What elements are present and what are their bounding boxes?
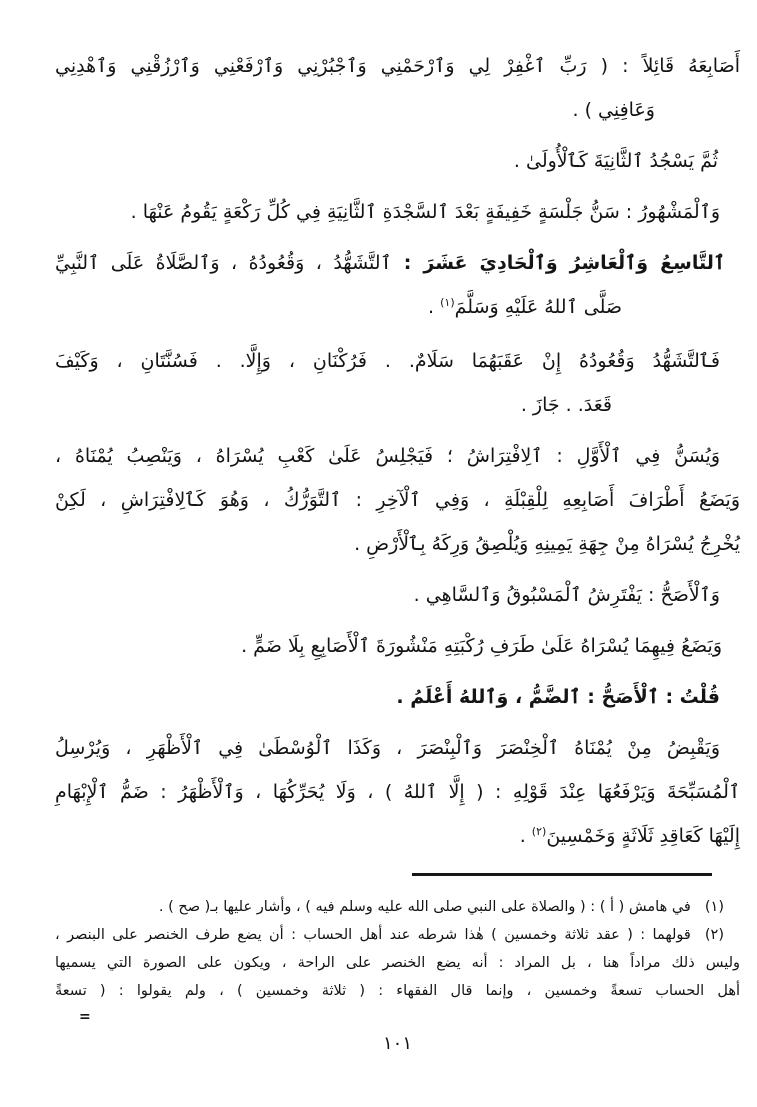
footnote-item bbox=[55, 921, 740, 1005]
text-segment: وَٱلْمَشْهُورُ : سَنُّ جَلْسَةٍ خَفِيفَةٍ بَعْدَ ٱلسَّجْدَةِ ٱلثَّانِيَةِ فِي كُلِّ رَكْعَةٍ يَقُومُ عَنْهَا . bbox=[130, 201, 720, 223]
text-line bbox=[55, 434, 740, 478]
text-segment: وَيَقْبِضُ مِنْ يُمْنَاهُ ٱلْخِنْصَرَ وَٱلْبِنْصَرَ ، وَكَذَا ٱلْوُسْطَىٰ فِي ٱلْأَظْهَرِ ، وَيُرْسِلُ bbox=[55, 737, 720, 759]
text-line bbox=[55, 339, 740, 383]
footnotes bbox=[55, 893, 740, 1005]
footnote-line bbox=[55, 977, 740, 1005]
text-segment: إِلَيْهَا كَعَاقِدِ ثَلَاثَةٍ وَخَمْسِينَ bbox=[546, 825, 740, 847]
body-paragraph bbox=[55, 434, 740, 566]
page-number: ١٠١ bbox=[382, 1032, 412, 1054]
text-segment: في هامش ( أ ) : ( والصلاة على النبي صلى الله عليه وسلم فيه ) ، وأشار عليها بـ( صح ) . bbox=[158, 898, 691, 915]
footnote-ref: (١) bbox=[440, 296, 455, 309]
text-segment: وَيَضَعُ أَطْرَافَ أَصَابِعِهِ لِلْقِبْلَةِ ، وَفِي ٱلْآخِرِ : ٱلتَّوَرُّكُ ، وَهُوَ كَٱلِافْتِرَاشِ ، لَكِنْ bbox=[55, 489, 740, 511]
body-paragraph bbox=[55, 624, 740, 668]
footnote-number: (١) bbox=[704, 898, 724, 915]
text-segment: قَعَدَ. . جَازَ . bbox=[520, 394, 612, 416]
text-line bbox=[55, 770, 740, 814]
text-line bbox=[55, 285, 740, 332]
footnote-number: (٢) bbox=[704, 926, 724, 943]
footnote-line bbox=[55, 893, 740, 921]
body-paragraph bbox=[55, 44, 740, 132]
text-segment: قولهما : ( عقد ثلاثة وخمسين ) هٰذا شرطه عند أهل الحساب : أن يضع طرف الخنصر على البنصر ، bbox=[55, 926, 691, 943]
body-paragraph bbox=[55, 339, 740, 427]
text-segment: ثُمَّ يَسْجُدُ ٱلثَّانِيَةَ كَٱلْأُولَىٰ . bbox=[513, 150, 718, 172]
text-line bbox=[55, 675, 740, 719]
text-segment: أَصَابِعَهُ قَائِلاً : ( رَبِّ ٱغْفِرْ لِي وَٱرْحَمْنِي وَٱجْبُرْنِي وَٱرْفَعْنِي وَٱرْزُقْنِي وَٱهْدِنِي bbox=[55, 55, 740, 77]
text-segment: . bbox=[428, 296, 441, 318]
body-text bbox=[55, 44, 740, 861]
text-line bbox=[55, 624, 740, 668]
text-line bbox=[55, 726, 740, 770]
text-segment: وَٱلْأَصَحُّ : يَفْتَرِشُ ٱلْمَسْبُوقُ وَٱلسَّاهِي . bbox=[413, 584, 720, 606]
footnote-item bbox=[55, 893, 740, 921]
body-paragraph bbox=[55, 139, 740, 183]
text-segment: ٱلتَّشَهُّدُ ، وَقُعُودُهُ ، وَٱلصَّلَاةُ عَلَى ٱلنَّبِيِّ bbox=[55, 252, 392, 274]
text-line bbox=[55, 383, 740, 427]
footnote-ref: (٢) bbox=[531, 825, 547, 838]
text-segment: فَٱلتَّشَهُّدُ وَقُعُودُهُ إِنْ عَقَبَهُمَا سَلَامٌ. . فَرُكْنَانِ ، وَإِلَّا. . فَسُنَّتَانِ ، وَكَيْفَ bbox=[55, 350, 720, 372]
text-segment: ٱلتَّاسِعُ وَٱلْعَاشِرُ وَٱلْحَادِيَ عَشَرَ : bbox=[391, 252, 725, 274]
text-line bbox=[55, 44, 740, 88]
footnote-continuation-mark: = bbox=[79, 1008, 91, 1025]
text-segment: يُخْرِجُ يُسْرَاهُ مِنْ جِهَةِ يَمِينِهِ وَيُلْصِقُ وَرِكَهُ بِٱلْأَرْضِ . bbox=[354, 533, 740, 555]
body-paragraph bbox=[55, 675, 740, 719]
text-segment: وليس ذلك مراداً هنا ، بل المراد : أنه يضع الخنصر على الراحة ، ويكون على الصورة التي يسميها bbox=[55, 954, 740, 971]
text-line bbox=[55, 522, 740, 566]
text-segment: وَعَافِنِي ) . bbox=[572, 99, 655, 121]
text-line bbox=[55, 573, 740, 617]
text-line bbox=[55, 88, 740, 132]
body-paragraph bbox=[55, 726, 740, 861]
text-line bbox=[55, 190, 740, 234]
text-segment: ٱلْمُسَبِّحَةَ وَيَرْفَعُهَا عِنْدَ قَوْلِهِ : ( إِلَّا ٱللهُ ) ، وَلَا يُحَرِّكُهَا ، وَٱلْأَظْهَرُ : ضَمُّ ٱلْإِبْهَامِ bbox=[55, 781, 740, 803]
body-paragraph bbox=[55, 190, 740, 234]
text-segment: وَيَضَعُ فِيهِمَا يُسْرَاهُ عَلَىٰ طَرَفِ رُكْبَتِهِ مَنْشُورَةَ ٱلْأَصَابِعِ بِلَا ضَمٍّ . bbox=[241, 635, 722, 657]
footnote-line bbox=[55, 949, 740, 977]
text-line bbox=[55, 478, 740, 522]
body-paragraph bbox=[55, 241, 740, 332]
text-segment: قُلْتُ : ٱلْأَصَحُّ : ٱلضَّمُّ ، وَٱللهُ أَعْلَمُ . bbox=[396, 686, 720, 708]
text-line bbox=[55, 139, 740, 183]
text-segment: وَيُسَنُّ فِي ٱلْأَوَّلِ : ٱلِافْتِرَاشُ ؛ فَيَجْلِسُ عَلَىٰ كَعْبِ يُسْرَاهُ ، وَيَنْصِبُ يُمْنَاهُ ، bbox=[55, 445, 720, 467]
body-paragraph bbox=[55, 573, 740, 617]
footnote-line bbox=[55, 921, 740, 949]
footnote-separator bbox=[412, 873, 712, 876]
text-line bbox=[55, 241, 740, 285]
text-segment: صَلَّى ٱللهُ عَلَيْهِ وَسَلَّمَ bbox=[454, 296, 622, 318]
text-line bbox=[55, 814, 740, 861]
text-segment: أهل الحساب تسعةً وخمسين ، وإنما قال الفقهاء : ( ثلاثة وخمسين ) ، ولم يقولوا : ( تسعةً bbox=[55, 982, 740, 999]
text-segment: . bbox=[519, 825, 532, 847]
